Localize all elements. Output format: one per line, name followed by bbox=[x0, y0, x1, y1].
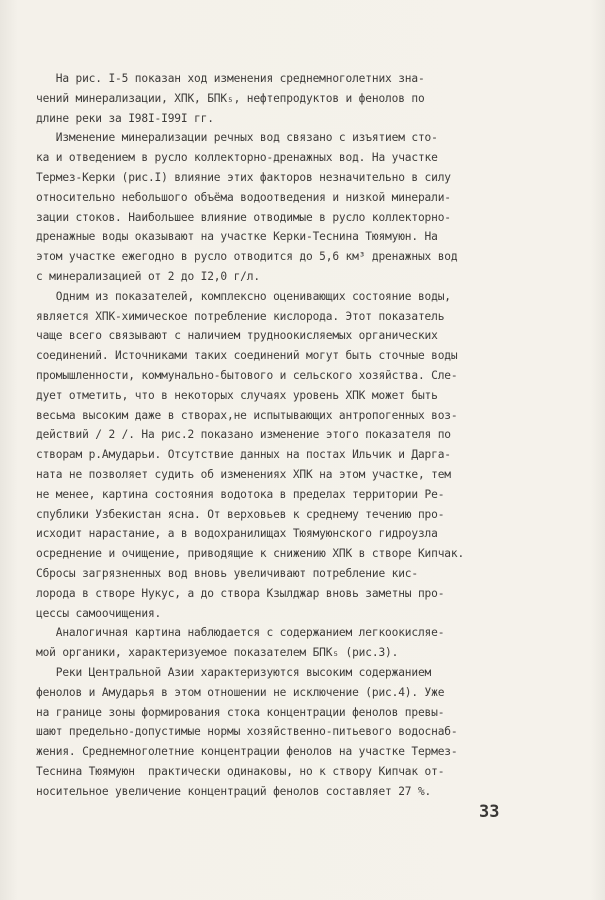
text-line: зации стоков. Наибольшее влияние отводимые в русло коллекторно- bbox=[36, 210, 451, 224]
text-line: дренажные воды оказывают на участке Керки-Теснина Тюямуюн. На bbox=[36, 230, 438, 244]
text-line: исходит нарастание, а в водохранилищах Тюямуюнского гидроузла bbox=[36, 527, 438, 541]
body-text bbox=[36, 69, 576, 801]
text-line: Реки Центральной Азии характеризуются высоким содержанием bbox=[36, 665, 432, 679]
text-line: Одним из показателей, комплексно оценивающих состояние воды, bbox=[36, 289, 451, 303]
text-line: Сбросы загрязненных вод вновь увеличивают потребление кис- bbox=[36, 566, 418, 580]
text-line: с минерализацией от 2 до I2,0 г/л. bbox=[36, 269, 260, 283]
text-line: носительное увеличение концентраций фенолов составляет 27 %. bbox=[36, 784, 432, 798]
text-line: действий / 2 /. На рис.2 показано изменение этого показателя по bbox=[36, 428, 451, 442]
text-line: дует отметить, что в некоторых случаях уровень ХПК может быть bbox=[36, 388, 438, 402]
text-line: относительно небольшого объёма водоотведения и низкой минерали- bbox=[36, 190, 451, 204]
text-line: жения. Среднемноголетние концентрации фенолов на участке Термез- bbox=[36, 745, 458, 759]
text-line: промышленности, коммунально-бытового и сельского хозяйства. Сле- bbox=[36, 368, 458, 382]
text-line: соединений. Источниками таких соединений могут быть сточные воды bbox=[36, 349, 458, 363]
text-line: длине реки за I98I-I99I гг. bbox=[36, 111, 214, 125]
text-line: ната не позволяет судить об изменениях ХПК на этом участке, тем bbox=[36, 467, 451, 481]
text-line: осреднение и очищение, приводящие к снижению ХПК в створе Кипчак. bbox=[36, 547, 465, 561]
text-line: цессы самоочищения. bbox=[36, 606, 162, 620]
text-line: не менее, картина состояния водотока в пределах территории Ре- bbox=[36, 487, 445, 501]
text-line: На рис. I-5 показан ход изменения среднемноголетних зна- bbox=[36, 72, 425, 85]
text-line: шают предельно-допустимые нормы хозяйственно-питьевого водоснаб- bbox=[36, 725, 458, 739]
text-line: фенолов и Амударья в этом отношении не исключение (рис.4). Уже bbox=[36, 685, 445, 699]
page-number: 33 bbox=[479, 802, 500, 822]
text-line: Изменение минерализации речных вод связано с изъятием сто- bbox=[36, 131, 438, 145]
text-line: мой органики, характеризуемое показателем БПК₅ (рис.3). bbox=[36, 646, 399, 660]
text-line: створам р.Амударьи. Отсутствие данных на постах Ильчик и Дарга- bbox=[36, 448, 451, 462]
text-line: спублики Узбекистан ясна. От верховьев к среднему течению про- bbox=[36, 507, 445, 521]
text-line: является ХПК-химическое потребление кислорода. Этот показатель bbox=[36, 309, 445, 323]
text-line: этом участке ежегодно в русло отводится до 5,6 км³ дренажных вод bbox=[36, 250, 458, 264]
text-line: Теснина Тюямуюн практически одинаковы, но к створу Кипчак от- bbox=[36, 764, 445, 778]
text-line: лорода в створе Нукус, а до створа Кзылджар вновь заметны про- bbox=[36, 586, 445, 600]
text-line: Термез-Керки (рис.I) влияние этих факторов незначительно в силу bbox=[36, 170, 451, 184]
text-line: на границе зоны формирования стока концентрации фенолов превы- bbox=[36, 705, 445, 719]
text-line: чений минерализации, ХПК, БПК₅, нефтепродуктов и фенолов по bbox=[36, 91, 425, 105]
text-line: Аналогичная картина наблюдается с содержанием легкоокисляе- bbox=[36, 626, 445, 640]
text-line: ка и отведением в русло коллекторно-дренажных вод. На участке bbox=[36, 151, 438, 165]
text-line: весьма высоким даже в створах,не испытывающих антропогенных воз- bbox=[36, 408, 458, 422]
text-line: чаще всего связывают с наличием трудноокисляемых органических bbox=[36, 329, 438, 343]
